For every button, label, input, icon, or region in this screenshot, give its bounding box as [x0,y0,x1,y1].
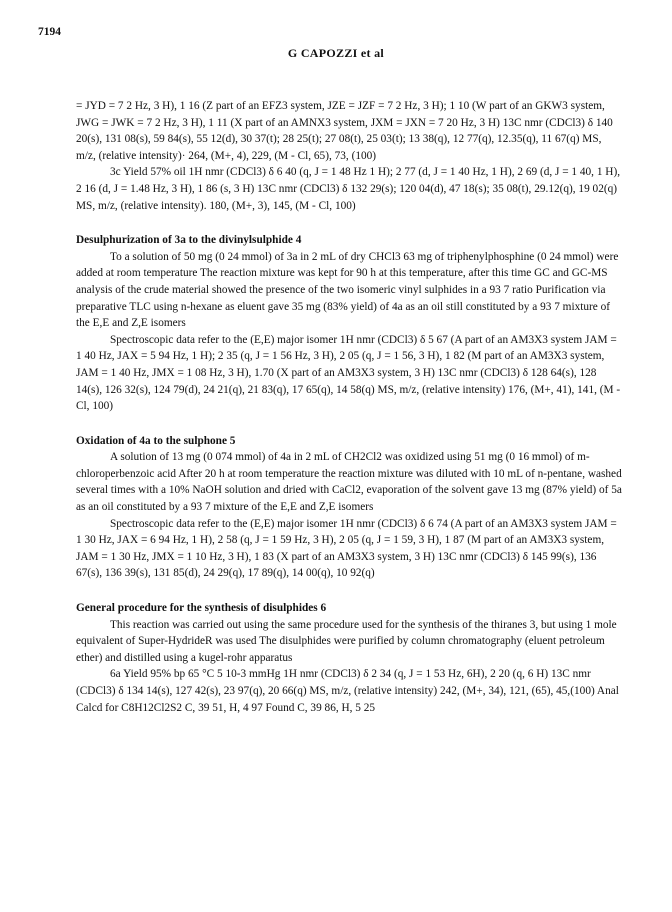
section-gap [76,582,624,600]
section-gap [76,415,624,433]
body-paragraph: To a solution of 50 mg (0 24 mmol) of 3a in 2 mL of dry CHCl3 63 mg of triphenylphosphine (0 24 mmol) were added at room temperature The reaction mixture was kept for 90 h at this temperature, after this time GC and GC-MS analysis of the crude material showed the presence of the two isomeric vinyl sulphides in a 93 7 ratio Purification via preparative TLC using n-hexane as eluent gave 35 mg (83% yield) of 4a as an oil still constituted by a 93 7 mixture of the E,E and Z,E isomers [76,250,619,330]
body-paragraph: Spectroscopic data refer to the (E,E) major isomer 1H nmr (CDCl3) δ 6 74 (A part of an AM3X3 system JAM = 1 30 Hz, JAX = 6 94 Hz, 1 H), 2 58 (q, J = 1 59 Hz, 3 H), 2 05 (q, J = 1 59, 3 H), 1 87 (M part of an AM3X3 system, JAM = 1 30 Hz, JMX = 1 10 Hz, 3 H), 1 83 (X part of an AM3X3 system, 3 H) 13C nmr (CDCl3) δ 145 99(s), 136 67(s), 136 39(s), 131 85(d), 24 29(q), 17 89(q), 14 00(q), 10 92(q) [76,517,617,580]
section-heading: Oxidation of 4a to the sulphone 5 [76,434,236,447]
section-gap [76,214,624,232]
body-paragraph: 6a Yield 95% bp 65 °C 5 10-3 mmHg 1H nmr (CDCl3) δ 2 34 (q, J = 1 53 Hz, 6H), 2 20 (q, 6 H) 13C nmr (CDCl3) δ 134 14(s), 127 42(s), 23 97(q), 20 66(q) MS, m/z, (relative intensity) 242, (M+, 34), 121, (65), 45,(100) Anal Calcd for C8H12Cl2S2 C, 39 51, H, 4 97 Found C, 39 86, H, 5 25 [76,668,619,714]
running-header: G CAPOZZI et al [287,46,385,60]
body-paragraph: Spectroscopic data refer to the (E,E) major isomer 1H nmr (CDCl3) δ 5 67 (A part of an AM3X3 system JAM = 1 40 Hz, JAX = 5 94 Hz, 1 H); 2 35 (q, J = 1 56 Hz, 3 H), 2 05 (q, J = 1 56, 3 H), 1 82 (M part of an AM3X3 system, JAM = 1 40 Hz, JMX = 1 08 Hz, 3 H), 1.70 (X part of an AM3X3 system, 3 H) 13C nmr (CDCl3) δ 128 64(s), 128 14(s), 126 32(s), 124 79(d), 24 21(q), 21 83(q), 17 65(q), 14 58(q) MS, m/z, (relative intensity) 176, (M+, 41), 141, (M - Cl, 100) [76,333,621,413]
section-heading: Desulphurization of 3a to the divinylsulphide 4 [76,234,302,247]
page-number: 7194 [38,26,61,38]
body-paragraph: This reaction was carried out using the same procedure used for the synthesis of the thiranes 3, but using 1 mole equivalent of Super-HydrideR was used The disulphides were purified by column chromatography (eluent petroleum ether) and distilled using a kugel-rohr apparatus [76,618,617,664]
body-paragraph: 3c Yield 57% oil 1H nmr (CDCl3) δ 6 40 (q, J = 1 48 Hz 1 H); 2 77 (d, J = 1 40 Hz, 1 H), 2 69 (d, J = 1 40, 1 H), 2 16 (d, J = 1.48 Hz, 3 H), 1 86 (s, 3 H) 13C nmr (CDCl3) δ 132 29(s); 120 04(d), 47 18(s); 35 08(t), 29.12(q), 19 02(q) MS, m/z, (relative intensity). 180, (M+, 3), 145, (M - Cl, 100) [76,166,621,212]
body-paragraph: A solution of 13 mg (0 074 mmol) of 4a in 2 mL of CH2Cl2 was oxidized using 51 mg (0 16 mmol) of m-chloroperbenzoic acid After 20 h at room temperature the reaction mixture was diluted with 10 mL of n-pentane, washed several times with a 10% NaOH solution and dried with CaCl2, evaporation of the solvent gave 13 mg (87% yield) of 5a as an oil constituted by a 93 7 mixture of the E,E and Z,E isomers [76,451,622,514]
article-body [76,98,624,716]
body-paragraph: = JYD = 7 2 Hz, 3 H), 1 16 (Z part of an EFZ3 system, JZE = JZF = 7 2 Hz, 3 H); 1 10 (W part of an GKW3 system, JWG = JWK = 7 2 Hz, 3 H), 1 11 (X part of an AMNX3 system, JXM = JXN = 7 20 Hz, 3 H) 13C nmr (CDCl3) δ 140 20(s), 131 08(s), 59 84(s), 55 12(d), 30 37(t); 28 25(t); 27 08(t), 25 03(t); 13 38(q), 12 77(q), 12.35(q), 11 67(q) MS, m/z, (relative intensity)· 264, (M+, 4), 229, (M - Cl, 65), 73, (100) [76,100,613,162]
section-heading: General procedure for the synthesis of disulphides 6 [76,602,327,615]
